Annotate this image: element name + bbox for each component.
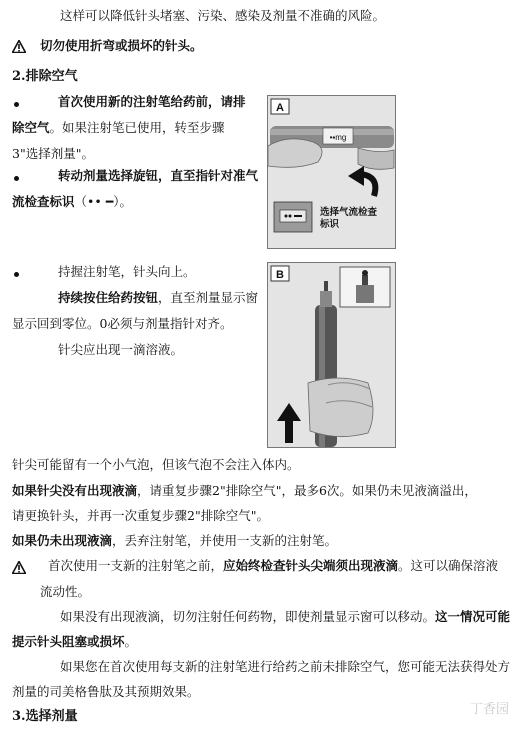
bullet-dot [14,272,19,277]
bullet3-line4: 针尖应出现一滴溶液。 [58,342,184,357]
figure-a-select-airflow [267,95,396,249]
bullet1-line2: 除空气。如果注射笔已使用，转至步骤 [12,120,225,135]
figure-b-hold-pen [267,262,396,448]
watermark-logo: 丁香园 [469,702,509,718]
figure-a-callout: 选择气流检查标识 [320,207,378,230]
warning-icon [12,40,26,53]
bullet-dot [14,176,19,181]
paragraph-do-not-inject-line2: 提示针头阻塞或损坏。 [12,634,138,649]
line-risk-text: 这样可以降低针头堵塞、污染、感染及剂量不准确的风险。 [60,8,386,23]
bullet3-line1: 持握注射笔，针头向上。 [58,264,196,279]
warning-check-droplet-line1: 首次使用一支新的注射笔之前，应始终检查针头尖端须出现液滴。这可以确保溶液 [48,558,499,573]
figure-b-illustration [268,263,395,447]
svg-text:•▪mg: •▪mg [329,133,347,142]
section-heading-remove-air: 2.排除空气 [12,69,78,84]
paragraph-air-bubble: 针尖可能留有一个小气泡，但该气泡不会注入体内。 [12,457,300,472]
bullet2-line1: 转动剂量选择旋钮，直至指针对准气 [58,168,259,183]
section-heading-select-dose: 3.选择剂量 [12,709,78,724]
bullet2-line2: 流检查标识（•• ━）。 [12,194,133,209]
warning-damaged-needle: 切勿使用折弯或损坏的针头。 [40,38,203,53]
paragraph-do-not-inject-line1: 如果没有出现液滴，切勿注射任何药物，即使剂量显示窗可以移动。这一情况可能 [60,609,511,624]
bullet3-line2: 持续按住给药按钮，直至剂量显示窗 [58,290,259,305]
bullet3-line3: 显示回到零位。0必须与剂量指针对齐。 [12,316,233,331]
paragraph-still-no-droplet: 如果仍未出现液滴，丢弃注射笔，并使用一支新的注射笔。 [12,533,338,548]
figure-a-label: A [276,102,284,114]
bullet-dot [14,102,19,107]
paragraph-no-droplet-line2: 请更换针头，并再一次重复步骤2"排除空气"。 [12,508,269,523]
warning-icon [12,561,26,574]
bullet1-line1: 首次使用新的注射笔给药前，请排 [58,94,246,109]
paragraph-prime-line1: 如果您在首次使用每支新的注射笔进行给药之前未排除空气，您可能无法获得处方 [60,659,511,674]
paragraph-no-droplet-line1: 如果针尖没有出现液滴，请重复步骤2"排除空气"，最多6次。如果仍未见液滴溢出， [12,483,477,498]
figure-b-label: B [276,269,284,281]
bullet1-line3: 3"选择剂量"。 [12,146,94,161]
paragraph-prime-line2: 剂量的司美格鲁肽及其预期效果。 [12,684,200,699]
warning-check-droplet-line2: 流动性。 [40,584,91,599]
